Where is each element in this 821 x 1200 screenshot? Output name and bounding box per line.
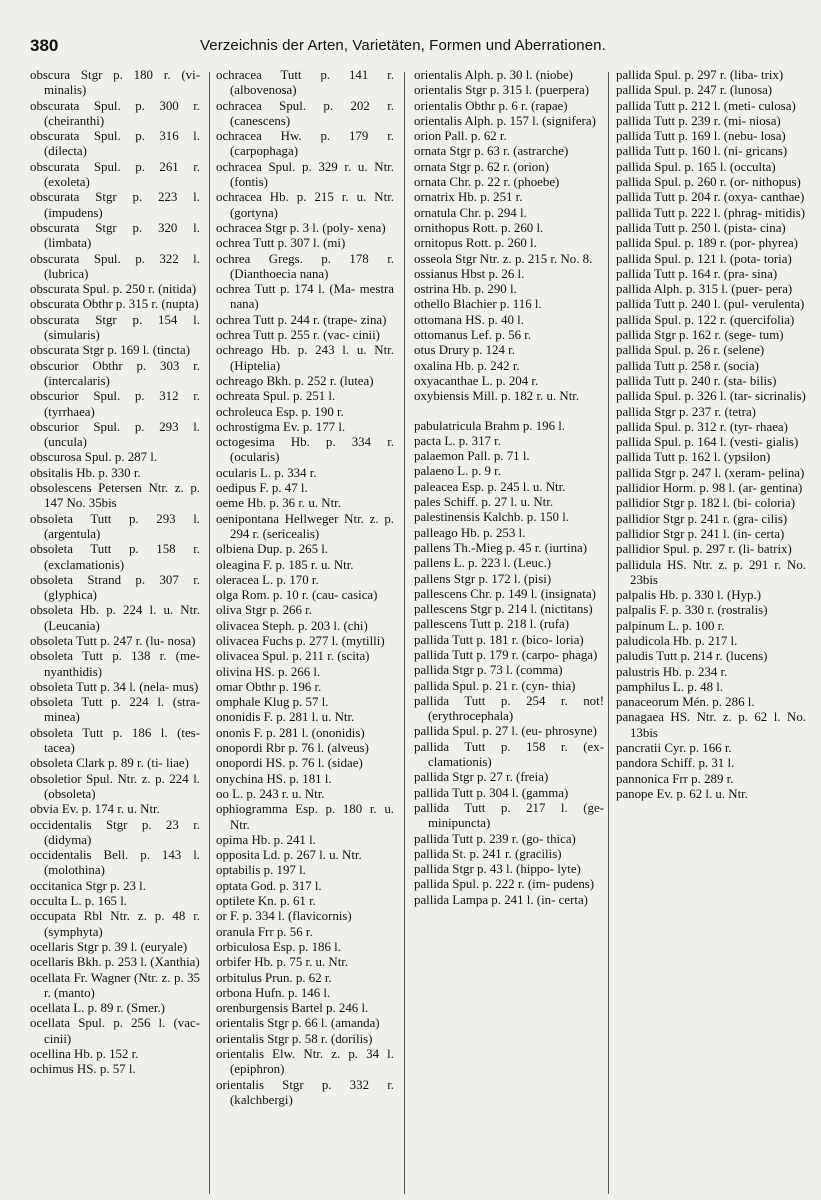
index-entry: obscurata Stgr p. 320 l. (limbata)	[30, 220, 200, 251]
index-entry: ochracea Hw. p. 179 r. (carpophaga)	[216, 129, 394, 159]
index-entry: pallida Tutt p. 239 r. (mi- niosa)	[616, 113, 781, 128]
index-entry: oxybiensis Mill. p. 182 r. u. Ntr.	[414, 389, 580, 404]
index-entry: pallida Spul. p. 222 r. (im- pudens)	[414, 877, 595, 892]
index-entry: ochracea Tutt p. 141 r. (albovenosa)	[216, 68, 394, 98]
index-entry: pallida Spul. p. 121 l. (pota- toria)	[616, 251, 792, 266]
column-divider	[608, 72, 609, 1194]
index-entry: occulta L. p. 165 l.	[30, 894, 128, 909]
index-entry: occidentalis Bell. p. 143 l. (molothina)	[30, 848, 200, 878]
index-entry: obscurosa Spul. p. 287 l.	[30, 450, 158, 465]
index-entry: ochracea Stgr p. 3 l. (poly- xena)	[216, 220, 386, 235]
index-entry: pallida Tutt p. 158 r. (ex- clamationis)	[414, 739, 604, 770]
index-entry: pallens Stgr p. 172 l. (pisi)	[414, 571, 552, 586]
index-entry: pallida Tutt p. 169 l. (nebu- losa)	[616, 129, 786, 144]
index-entry: obscurata Spul. p. 316 l. (dilecta)	[30, 129, 200, 159]
index-entry: pallida Spul. p. 26 r. (selene)	[616, 343, 765, 358]
index-entry: oeme Hb. p. 36 r. u. Ntr.	[216, 496, 341, 511]
index-entry: pallida Stgr p. 73 l. (comma)	[414, 663, 563, 678]
index-entry: orbona Hufn. p. 146 l.	[216, 985, 331, 1000]
column-divider	[404, 72, 405, 1194]
index-entry: pallescens Tutt p. 218 l. (rufa)	[414, 617, 570, 632]
index-entry: ocularis L. p. 334 r.	[216, 465, 317, 480]
index-entry: obscurata Spul. p. 250 r. (nitida)	[30, 282, 197, 297]
index-entry: palpinum L. p. 100 r.	[616, 618, 725, 633]
index-entry: orenburgensis Bartel p. 246 l.	[216, 1001, 369, 1016]
index-entry: orbiculosa Esp. p. 186 l.	[216, 939, 341, 954]
index-entry: obsitalis Hb. p. 330 r.	[30, 465, 141, 480]
index-entry: obscurata Stgr p. 223 l. (impudens)	[30, 190, 200, 220]
index-entry: ochreago Hb. p. 243 l. u. Ntr. (Hiptelia)	[216, 343, 394, 373]
index-entry: pannonica Frr p. 289 r.	[616, 771, 734, 786]
index-entry: pales Schiff. p. 27 l. u. Ntr.	[414, 495, 554, 510]
index-entry: oenipontana Hellweger Ntr. z. p. 294 r. (sericealis)	[216, 511, 394, 541]
index-entry: optata God. p. 317 l.	[216, 878, 322, 893]
index-entry: ottomana HS. p. 40 l.	[414, 312, 524, 327]
index-entry: olbiena Dup. p. 265 l.	[216, 542, 329, 557]
index-entry: optabilis p. 197 l.	[216, 863, 306, 878]
index-entry: occidentalis Stgr p. 23 r. (didyma)	[30, 817, 200, 847]
index-entry: obsolescens Petersen Ntr. z. p. 147 No. 35bis	[30, 481, 200, 511]
index-entry: orientalis Stgr p. 58 r. (dorilis)	[216, 1031, 373, 1046]
index-entry: pallidior Stgr p. 241 l. (in- certa)	[616, 526, 785, 541]
index-entry: pallida Tutt p. 222 l. (phrag- mitidis)	[616, 205, 806, 220]
index-entry: oo L. p. 243 r. u. Ntr.	[216, 786, 325, 801]
index-entry: pallescens Chr. p. 149 l. (insignata)	[414, 586, 596, 601]
index-entry: palestinensis Kalchb. p. 150 l.	[414, 510, 570, 525]
index-entry: oleracea L. p. 170 r.	[216, 572, 319, 587]
index-entry: ochroleuca Esp. p. 190 r.	[216, 404, 344, 419]
index-entry: olivacea Steph. p. 203 l. (chi)	[216, 618, 368, 633]
index-entry: pallens Th.-Mieg p. 45 r. (iurtina)	[414, 540, 588, 555]
index-entry: pallidior Spul. p. 297 r. (li- batrix)	[616, 542, 792, 557]
index-entry: pallida Tutt p. 240 r. (sta- bilis)	[616, 373, 777, 388]
index-entry: pandora Schiff. p. 31 l.	[616, 756, 735, 771]
index-entry: ochrea Gregs. p. 178 r. (Dianthoecia nana)	[216, 251, 394, 281]
index-entry: onychina HS. p. 181 l.	[216, 771, 332, 786]
index-entry: ornatrix Hb. p. 251 r.	[414, 190, 523, 205]
index-entry: pallescens Stgr p. 214 l. (nictitans)	[414, 602, 593, 617]
index-entry: onopordi HS. p. 76 l. (sidae)	[216, 756, 363, 771]
index-entry: oxyacanthae L. p. 204 r.	[414, 373, 539, 388]
index-entry: ochracea Hb. p. 215 r. u. Ntr. (gortyna)	[216, 190, 394, 220]
index-entry: obscurior Spul. p. 312 r. (tyrrhaea)	[30, 389, 200, 419]
index-entry: paludicola Hb. p. 217 l.	[616, 633, 738, 648]
index-entry: pallida Tutt p. 181 r. (bico- loria)	[414, 632, 584, 647]
index-entry: ocellata Fr. Wagner (Ntr. z. p. 35 r. (manto)	[30, 970, 200, 1000]
index-entry: othello Blachier p. 116 l.	[414, 297, 542, 312]
index-entry: olga Rom. p. 10 r. (cau- casica)	[216, 588, 378, 603]
index-entry: obsoleta Tutt p. 186 l. (tes- tacea)	[30, 725, 200, 756]
index-entry: ocellata Spul. p. 256 l. (vac- cinii)	[30, 1016, 200, 1046]
section-gap	[414, 405, 604, 419]
index-entry: paludis Tutt p. 214 r. (lucens)	[616, 649, 768, 664]
index-entry: pallida Spul. p. 189 r. (por- phyrea)	[616, 236, 798, 251]
index-entry: obscurata Spul. p. 300 r. (cheiranthi)	[30, 98, 200, 128]
index-entry: obscurior Spul. p. 293 l. (uncula)	[30, 419, 200, 450]
index-entry: obsoletior Spul. Ntr. z. p. 224 l. (obsoleta)	[30, 771, 200, 801]
index-entry: oranula Frr p. 56 r.	[216, 924, 313, 939]
index-entry: obsoleta Hb. p. 224 l. u. Ntr. (Leucania)	[30, 603, 200, 633]
index-entry: obscurata Obthr p. 315 r. (nupta)	[30, 297, 199, 312]
index-entry: pancratii Cyr. p. 166 r.	[616, 741, 732, 756]
index-entry: pallida Stgr p. 162 r. (sege- tum)	[616, 328, 784, 343]
index-entry: pallida Spul. p. 165 l. (occulta)	[616, 159, 776, 174]
index-entry: ophiogramma Esp. p. 180 r. u. Ntr.	[216, 802, 394, 832]
index-column-4	[616, 68, 806, 1196]
index-entry: onopordi Rbr p. 76 l. (alveus)	[216, 741, 369, 756]
index-entry: ochracea Spul. p. 202 r. (canescens)	[216, 98, 394, 128]
index-entry: pabulatricula Brahm p. 196 l.	[414, 418, 566, 433]
index-entry: pallida Tutt p. 164 r. (pra- sina)	[616, 266, 778, 281]
index-entry: pallida Spul. p. 326 l. (tar- sicrinalis)	[616, 389, 806, 404]
index-entry: ornithopus Rott. p. 260 l.	[414, 220, 544, 235]
index-entry: panagaea HS. Ntr. z. p. 62 l. No. 13bis	[616, 710, 806, 740]
index-entry: pallidior Horm. p. 98 l. (ar- gentina)	[616, 481, 803, 496]
index-entry: orientalis Elw. Ntr. z. p. 34 l. (epiphron)	[216, 1047, 394, 1077]
index-entry: obsoleta Clark p. 89 r. (ti- liae)	[30, 756, 189, 771]
index-entry: obscurata Spul. p. 261 r. (exoleta)	[30, 159, 200, 190]
index-entry: orientalis Stgr p. 315 l. (puerpera)	[414, 83, 590, 98]
index-entry: opposita Ld. p. 267 l. u. Ntr.	[216, 848, 362, 863]
index-entry: palustris Hb. p. 234 r.	[616, 664, 728, 679]
page-title: Verzeichnis der Arten, Varietäten, Formen und Aberrationen.	[200, 37, 606, 54]
page-header	[0, 36, 821, 62]
index-entry: orientalis Obthr p. 6 r. (rapae)	[414, 98, 568, 113]
index-entry: ochreago Bkh. p. 252 r. (lutea)	[216, 373, 374, 388]
index-entry: pamphilus L. p. 48 l.	[616, 679, 724, 694]
index-entry: pallida Tutt p. 250 l. (pista- cina)	[616, 220, 786, 235]
index-entry: ochreata Spul. p. 251 l.	[216, 389, 336, 404]
index-entry: panaceorum Mén. p. 286 l.	[616, 695, 755, 710]
index-entry: omar Obthr p. 196 r.	[216, 679, 322, 694]
index-entry: pallida Spul. p. 164 l. (vesti- gialis)	[616, 435, 799, 450]
index-entry: oedipus F. p. 47 l.	[216, 481, 308, 496]
index-entry: ochrea Tutt p. 307 l. (mi)	[216, 236, 346, 251]
index-entry: pallida Stgr p. 27 r. (freia)	[414, 770, 549, 785]
index-entry: pallida Tutt p. 160 l. (ni- gricans)	[616, 144, 788, 159]
index-entry: ochracea Spul. p. 329 r. u. Ntr. (fontis)	[216, 159, 394, 190]
index-entry: ochrea Tutt p. 255 r. (vac- cinii)	[216, 328, 380, 343]
index-entry: oliva Stgr p. 266 r.	[216, 603, 312, 618]
index-entry: pallens L. p. 223 l. (Leuc.)	[414, 556, 552, 571]
page-number: 380	[30, 36, 59, 55]
index-entry: ornata Chr. p. 22 r. (phoebe)	[414, 175, 560, 190]
column-divider	[209, 72, 210, 1194]
index-entry: obscurata Stgr p. 169 l. (tincta)	[30, 343, 191, 358]
index-entry: palleago Hb. p. 253 l.	[414, 525, 526, 540]
index-entry: pallida Tutt p. 212 l. (meti- culosa)	[616, 98, 796, 113]
index-entry: pallida Tutt p. 204 r. (oxya- canthae)	[616, 190, 805, 205]
index-entry: ocellata L. p. 89 r. (Smer.)	[30, 1001, 165, 1016]
index-entry: paleacea Esp. p. 245 l. u. Ntr.	[414, 479, 566, 494]
index-entry: pallida Alph. p. 315 l. (puer- pera)	[616, 282, 793, 297]
index-entry: oxalina Hb. p. 242 r.	[414, 358, 520, 373]
index-entry: otus Drury p. 124 r.	[414, 343, 515, 358]
index-entry: obvia Ev. p. 174 r. u. Ntr.	[30, 802, 160, 817]
index-entry: ostrina Hb. p. 290 l.	[414, 282, 517, 297]
index-entry: opima Hb. p. 241 l.	[216, 832, 316, 847]
index-entry: orion Pall. p. 62 r.	[414, 129, 507, 144]
index-entry: palaemon Pall. p. 71 l.	[414, 449, 530, 464]
index-entry: octogesima Hb. p. 334 r. (ocularis)	[216, 435, 394, 465]
index-entry: pallida Tutt p. 240 l. (pul- verulenta)	[616, 297, 805, 312]
index-entry: or F. p. 334 l. (flavicornis)	[216, 909, 352, 924]
index-entry: orientalis Stgr p. 66 l. (amanda)	[216, 1016, 380, 1031]
index-entry: ochrea Tutt p. 174 l. (Ma- mestra nana)	[216, 282, 394, 312]
index-entry: pallida Tutt p. 239 r. (go- thica)	[414, 831, 576, 846]
index-entry: obsoleta Tutt p. 293 l. (argentula)	[30, 511, 200, 541]
index-entry: pallida Spul. p. 260 r. (or- nithopus)	[616, 175, 801, 190]
index-entry: ornatula Chr. p. 294 l.	[414, 205, 527, 220]
index-entry: ocellaris Bkh. p. 253 l. (Xanthia)	[30, 955, 200, 970]
index-entry: obscura Stgr p. 180 r. (vi- minalis)	[30, 68, 200, 98]
index-entry: ornata Stgr p. 63 r. (astrarche)	[414, 144, 569, 159]
index-entry: ossianus Hbst p. 26 l.	[414, 266, 525, 281]
index-entry: pallida Tutt p. 162 l. (ypsilon)	[616, 450, 771, 465]
index-entry: pallida Tutt p. 254 r. not! (erythrocephala)	[414, 693, 604, 724]
index-entry: pallidula HS. Ntr. z. p. 291 r. No. 23bis	[616, 557, 806, 587]
index-entry: pallida St. p. 241 r. (gracilis)	[414, 846, 562, 861]
index-entry: olivacea Spul. p. 211 r. (scita)	[216, 649, 370, 664]
index-entry: obsoleta Tutt p. 34 l. (nela- mus)	[30, 679, 199, 694]
index-entry: pallida Lampa p. 241 l. (in- certa)	[414, 892, 588, 907]
index-entry: pallida Tutt p. 258 r. (socia)	[616, 358, 759, 373]
index-entry: occupata Rbl Ntr. z. p. 48 r. (symphyta)	[30, 909, 200, 939]
index-entry: pallida Stgr p. 247 l. (xeram- pelina)	[616, 465, 805, 480]
index-entry: orientalis Alph. p. 157 l. (signifera)	[414, 113, 596, 128]
index-entry: pallida Stgr p. 237 r. (tetra)	[616, 404, 756, 419]
index-entry: obscurior Obthr p. 303 r. (intercalaris)	[30, 358, 200, 388]
index-entry: omphale Klug p. 57 l.	[216, 695, 329, 710]
index-entry: palaeno L. p. 9 r.	[414, 464, 501, 479]
index-column-3	[414, 68, 604, 1196]
index-entry: pacta L. p. 317 r.	[414, 433, 501, 448]
index-entry: ononidis F. p. 281 l. u. Ntr.	[216, 710, 355, 725]
index-entry: pallida Spul. p. 27 l. (eu- phrosyne)	[414, 724, 597, 739]
index-entry: orbifer Hb. p. 75 r. u. Ntr.	[216, 955, 349, 970]
index-entry: pallida Spul. p. 297 r. (liba- trix)	[616, 68, 784, 82]
index-entry: olivina HS. p. 266 l.	[216, 664, 321, 679]
index-entry: pallidior Stgr p. 241 r. (gra- cilis)	[616, 511, 788, 526]
index-entry: ochimus HS. p. 57 l.	[30, 1062, 136, 1077]
index-entry: osseola Stgr Ntr. z. p. 215 r. No. 8.	[414, 251, 593, 266]
index-entry: orbitulus Prun. p. 62 r.	[216, 970, 332, 985]
index-entry: obsoleta Tutt p. 224 l. (stra- minea)	[30, 695, 200, 725]
index-entry: ornata Stgr p. 62 r. (orion)	[414, 159, 549, 174]
index-entry: pallida Spul. p. 312 r. (tyr- rhaea)	[616, 419, 788, 434]
index-entry: pallida Stgr p. 43 l. (hippo- lyte)	[414, 862, 581, 877]
index-entry: occitanica Stgr p. 23 l.	[30, 878, 146, 893]
index-entry: pallida Spul. p. 21 r. (cyn- thia)	[414, 678, 576, 693]
index-column-1	[30, 68, 200, 1196]
index-entry: ocellaris Stgr p. 39 l. (euryale)	[30, 939, 188, 954]
index-entry: obscurata Spul. p. 322 l. (lubrica)	[30, 251, 200, 281]
index-entry: pallida Tutt p. 304 l. (gamma)	[414, 785, 569, 800]
index-entry: ocellina Hb. p. 152 r.	[30, 1047, 139, 1061]
index-entry: obscurata Stgr p. 154 l. (simularis)	[30, 312, 200, 343]
index-entry: obsoleta Tutt p. 158 r. (exclamationis)	[30, 542, 200, 572]
index-entry: obsoleta Tutt p. 138 r. (me- nyanthidis)	[30, 649, 200, 679]
index-entry: pallida Spul. p. 247 r. (lunosa)	[616, 83, 773, 98]
index-entry: obsoleta Tutt p. 247 r. (lu- nosa)	[30, 633, 196, 648]
index-column-2	[216, 68, 394, 1196]
index-entry: orientalis Stgr p. 332 r. (kalchbergi)	[216, 1077, 394, 1107]
index-entry: ononis F. p. 281 l. (ononidis)	[216, 725, 365, 740]
index-entry: ochrea Tutt p. 244 r. (trape- zina)	[216, 312, 387, 327]
index-entry: palpalis Hb. p. 330 l. (Hyp.)	[616, 588, 762, 603]
index-entry: pallida Tutt p. 217 l. (ge- minipuncta)	[414, 800, 604, 831]
index-entry: olivacea Fuchs p. 277 l. (mytilli)	[216, 633, 385, 648]
index-entry: orientalis Alph. p. 30 l. (niobe)	[414, 68, 573, 82]
index-entry: panope Ev. p. 62 l. u. Ntr.	[616, 786, 748, 801]
index-entry: palpalis F. p. 330 r. (rostralis)	[616, 603, 768, 618]
index-entry: ornitopus Rott. p. 260 l.	[414, 236, 537, 251]
index-entry: optilete Kn. p. 61 r.	[216, 894, 316, 909]
index-entry: ochrostigma Ev. p. 177 l.	[216, 419, 346, 434]
index-entry: ottomanus Lef. p. 56 r.	[414, 328, 532, 343]
index-entry: oleagina F. p. 185 r. u. Ntr.	[216, 557, 354, 572]
index-entry: pallida Tutt p. 179 r. (carpo- phaga)	[414, 647, 598, 662]
index-entry: pallida Spul. p. 122 r. (quercifolia)	[616, 312, 795, 327]
index-entry: obsoleta Strand p. 307 r. (glyphica)	[30, 572, 200, 603]
index-entry: pallidior Stgr p. 182 l. (bi- coloria)	[616, 496, 796, 511]
